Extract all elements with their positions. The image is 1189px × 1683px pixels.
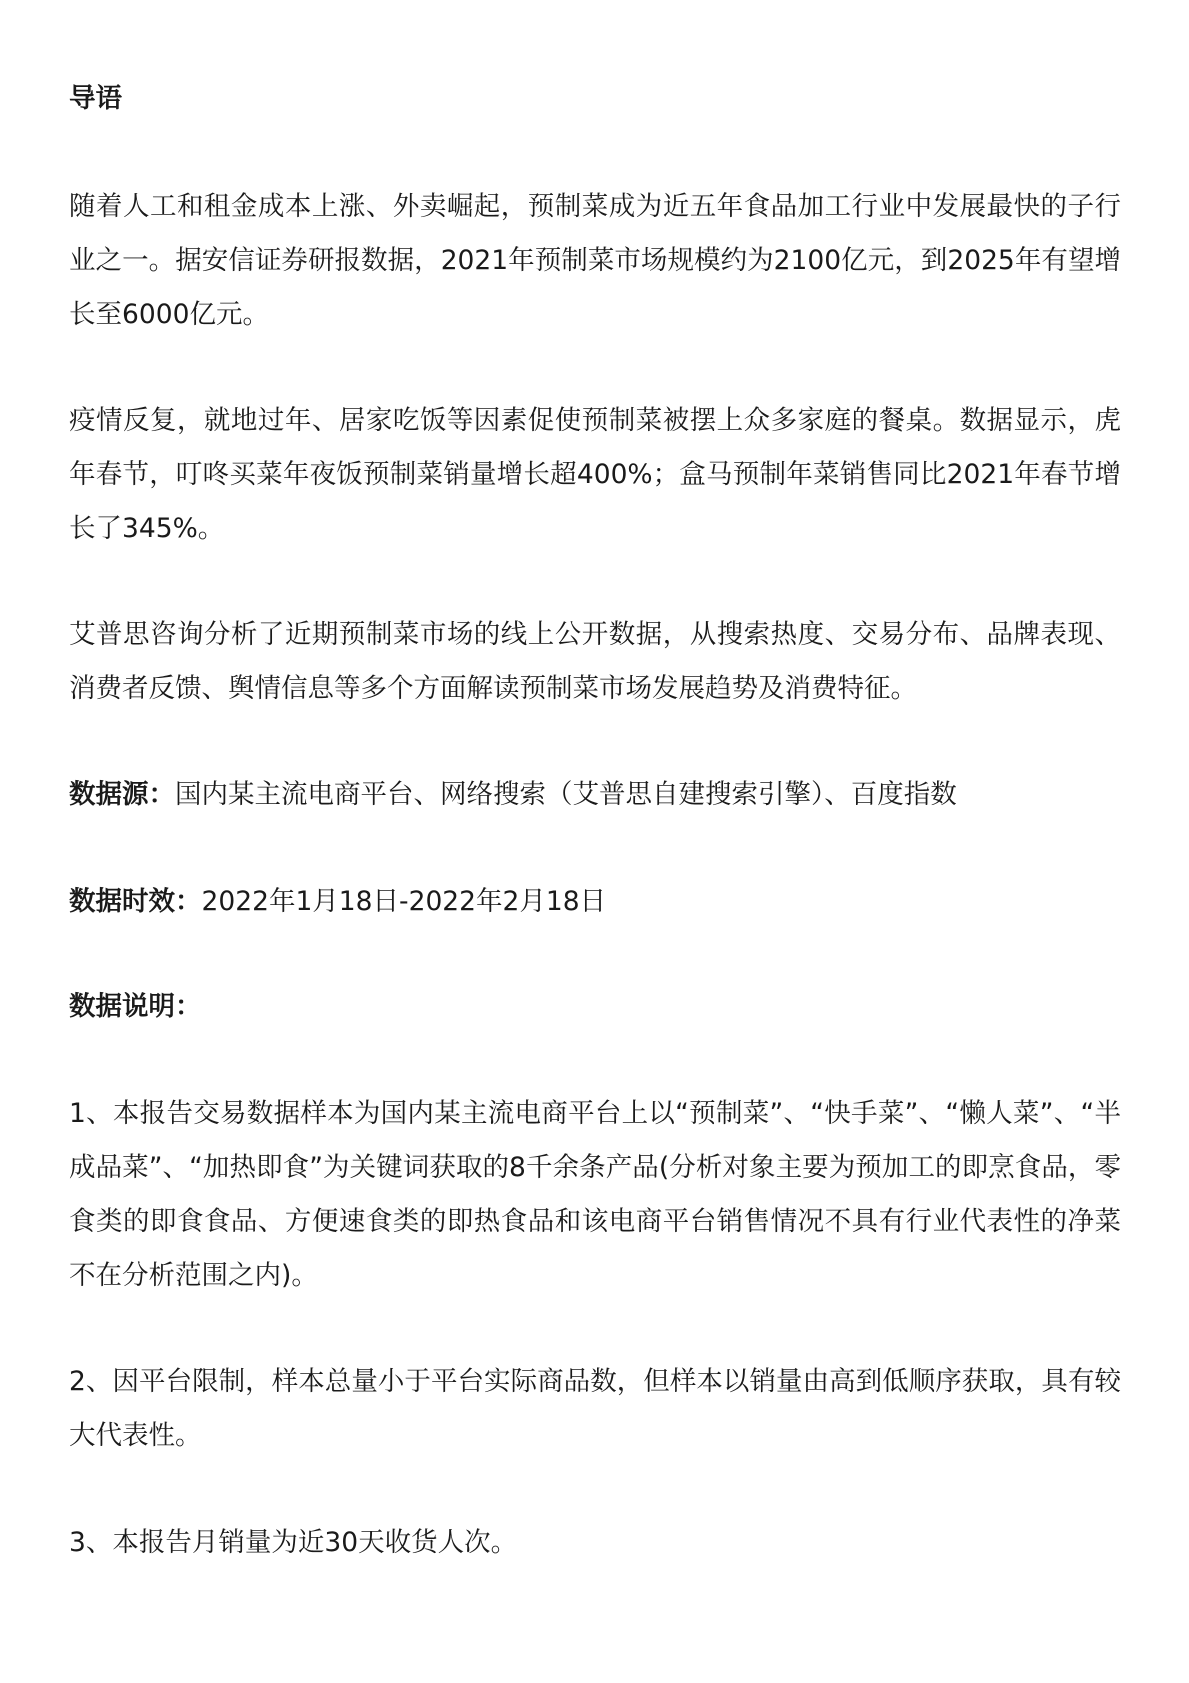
- intro-paragraph: 随着人工和租金成本上涨、外卖崛起，预制菜成为近五年食品加工行业中发展最快的子行业之一。据安信证券研报数据，2021年预制菜市场规模约为2100亿元，到2025年有望增长至6000亿元。: [69, 191, 1121, 330]
- intro-paragraph: 艾普思咨询分析了近期预制菜市场的线上公开数据，从搜索热度、交易分布、品牌表现、消费者反馈、舆情信息等多个方面解读预制菜市场发展趋势及消费特征。: [69, 619, 1121, 704]
- data-source-line: [69, 768, 957, 822]
- data-period-line: [69, 875, 606, 929]
- section-heading: 导语: [69, 83, 122, 114]
- data-note-item: 2、因平台限制，样本总量小于平台实际商品数，但样本以销量由高到低顺序获取，具有较大代表性。: [69, 1366, 1121, 1451]
- data-notes-heading: 数据说明：: [69, 991, 202, 1022]
- data-period-label: 数据时效：: [69, 886, 202, 917]
- data-note-item: 3、本报告月销量为近30天收货人次。: [69, 1527, 518, 1558]
- data-source-value: 国内某主流电商平台、网络搜索（艾普思自建搜索引擎）、百度指数: [175, 779, 957, 810]
- intro-paragraph: 疫情反复，就地过年、居家吃饭等因素促使预制菜被摆上众多家庭的餐桌。数据显示，虎年春节，叮咚买菜年夜饭预制菜销量增长超400%；盒马预制年菜销售同比2021年春节增长了345%。: [69, 405, 1121, 544]
- data-source-label: 数据源：: [69, 779, 175, 810]
- data-period-value: 2022年1月18日-2022年2月18日: [201, 886, 607, 917]
- data-note-item: 1、本报告交易数据样本为国内某主流电商平台上以“预制菜”、“快手菜”、“懒人菜”、“半成品菜”、“加热即食”为关键词获取的8千余条产品(分析对象主要为预加工的即烹食品，零食类的即食食品、方便速食类的即热食品和该电商平台销售情况不具有行业代表性的净菜不在分析范围之内)。: [69, 1098, 1121, 1291]
